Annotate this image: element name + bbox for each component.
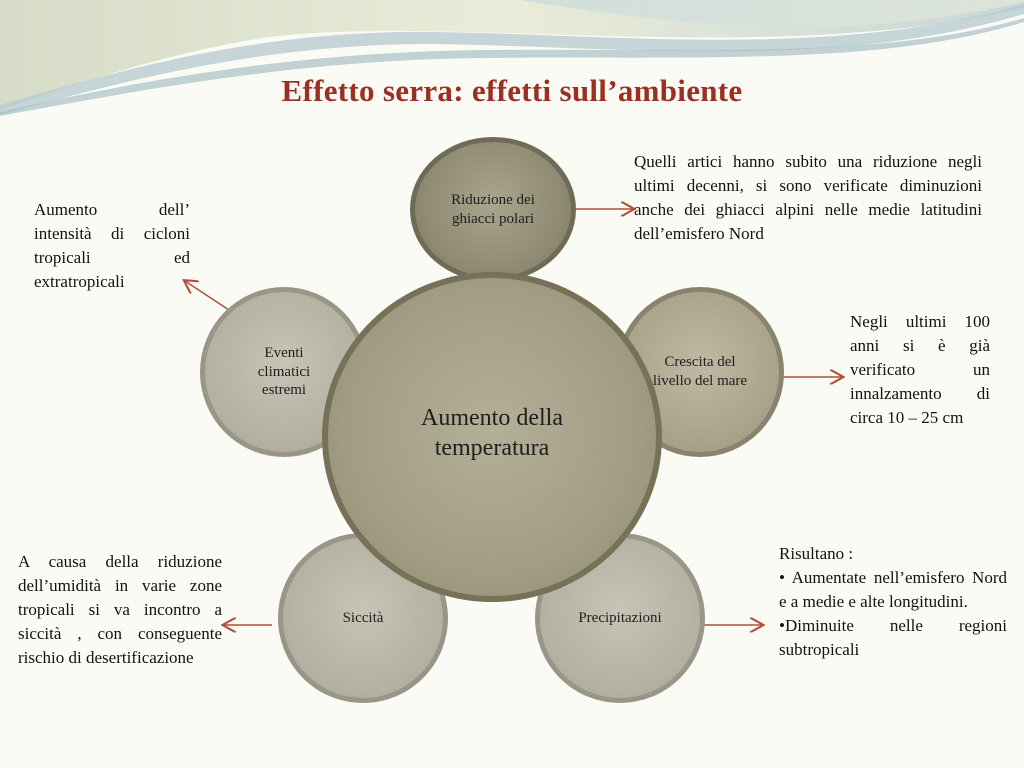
node-siccita-label: Siccità (342, 609, 384, 626)
node-precipitazioni-label: Precipitazioni (578, 609, 662, 626)
note-mare (850, 310, 990, 430)
note-ghiacci-text: Quelli artici hanno subito una riduzione negli ultimi decenni, si sono verificate diminuzioni anche dei ghiacci alpini nelle medie latitudini dell’emisfero Nord (634, 152, 982, 243)
note-precipitazioni-item2: •Diminuite nelle regioni subtropicali (779, 616, 1007, 659)
note-precipitazioni-item1: • Aumentate nell’emisfero Nord e a medie e alte longitudini. (779, 568, 1007, 611)
node-mare-label: Crescita del livello del mare (652, 354, 748, 389)
slide-title: Effetto serra: effetti sull’ambiente (281, 73, 743, 108)
node-eventi-label: Eventi climatici estremi (257, 344, 311, 399)
note-siccita (18, 550, 222, 670)
center-node-label: Aumento della temperatura (421, 405, 563, 461)
note-precipitazioni (779, 542, 1007, 662)
center-node (322, 272, 662, 602)
node-ghiacci-label: Riduzione dei ghiacci polari (451, 191, 535, 227)
arrow-eventi (185, 281, 232, 312)
note-eventi (34, 198, 190, 294)
note-siccita-text: A causa della riduzione dell’umidità in varie zone tropicali si va incontro a siccità , con conseguente rischio di desertificazione (18, 552, 222, 667)
note-precipitazioni-intro: Risultano : (779, 544, 854, 563)
note-ghiacci (634, 150, 982, 246)
note-eventi-text: Aumento dell’ intensità di cicloni tropicali ed extratropicali (34, 200, 190, 291)
note-mare-text: Negli ultimi 100 anni si è già verificato un innalzamento di circa 10 – 25 cm (850, 312, 990, 427)
node-ghiacci (410, 137, 576, 282)
